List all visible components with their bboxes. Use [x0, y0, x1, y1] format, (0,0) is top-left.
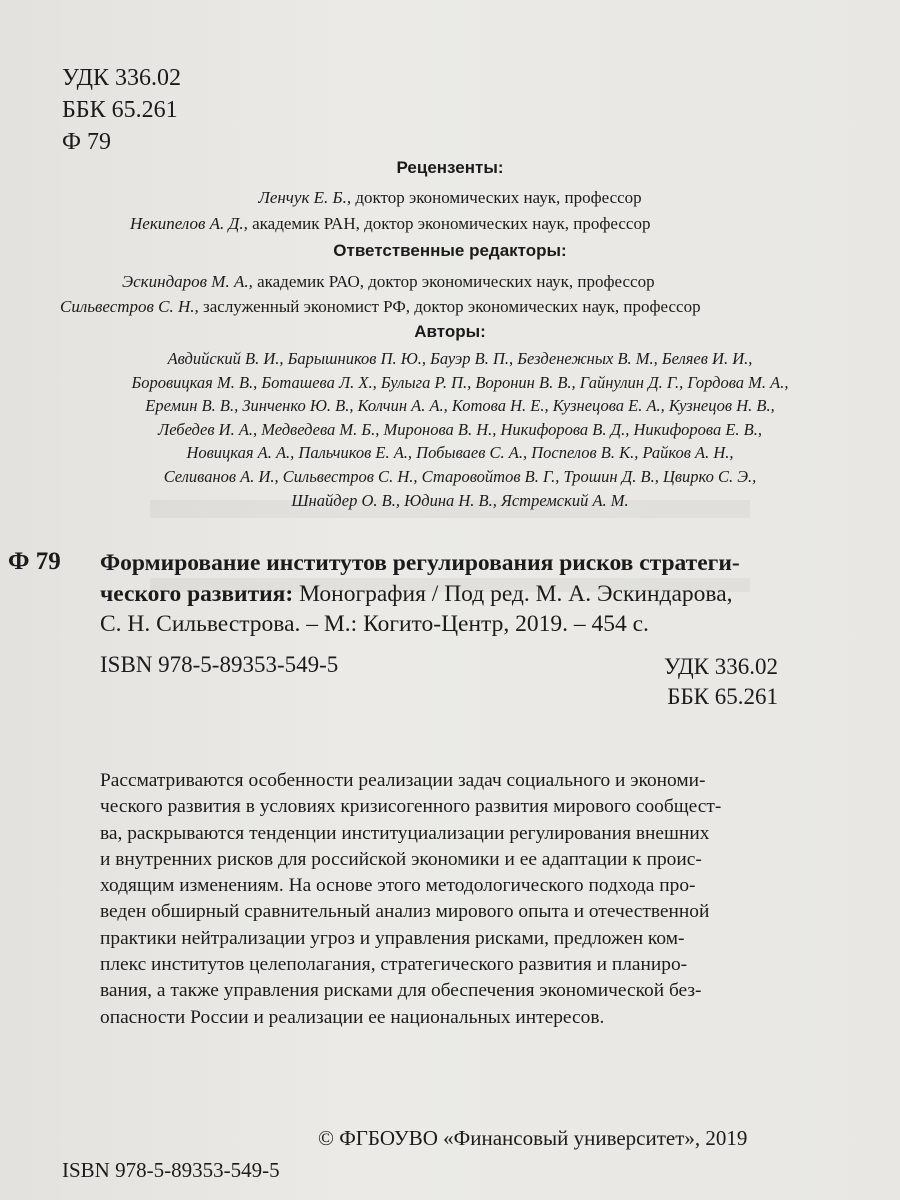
- abstract-line: опасности России и реализации ее национальных интересов.: [100, 1006, 605, 1028]
- editor-name: Эскиндаров М. А.,: [122, 272, 253, 291]
- abstract-line: практики нейтрализации угроз и управления рисками, предложен ком-: [100, 927, 685, 949]
- catalog-classification: [640, 652, 778, 712]
- reviewer-title: доктор экономических наук, профессор: [351, 188, 642, 207]
- reviewers-heading: Рецензенты:: [396, 158, 504, 177]
- abstract-line: ходящим изменениям. На основе этого методологического подхода про-: [100, 875, 696, 897]
- bbk-code: ББК 65.261: [62, 97, 178, 123]
- classification-top: [62, 62, 181, 158]
- authors-line: Шнайдер О. В., Юдина Н. В., Ястремский А. М.: [291, 490, 629, 510]
- authors-list: [60, 347, 860, 512]
- abstract-line: Рассматриваются особенности реализации задач социального и экономи-: [100, 770, 706, 791]
- editor-title: заслуженный экономист РФ, доктор экономических наук, профессор: [198, 297, 701, 316]
- reviewer-title: академик РАН, доктор экономических наук, профессор: [247, 214, 651, 233]
- abstract-line: вания, а также управления рисками для обеспечения экономической без-: [100, 980, 702, 1002]
- authors-line: Лебедев И. А., Медведева М. Б., Миронова В. Н., Никифорова В. Д., Никифорова Е. В.,: [158, 419, 762, 439]
- title-line-1: Формирование институтов регулирования рисков стратеги-: [100, 550, 740, 576]
- reviewer-name: Некипелов А. Д.,: [130, 214, 248, 233]
- abstract-line: ва, раскрываются тенденции институциализации регулирования внешних: [100, 822, 710, 844]
- abstract-line: и внутренних рисков для российской экономики и ее адаптации к проис-: [100, 848, 702, 870]
- editor-name: Сильвестров С. Н.,: [60, 297, 199, 316]
- abstract-line: веден обширный сравнительный анализ мирового опыта и отечественной: [100, 901, 710, 923]
- title-line-2-bold: ческого развития:: [100, 580, 294, 607]
- editor-2: [60, 294, 701, 320]
- authors-heading: Авторы:: [414, 322, 486, 341]
- copyright-notice: © ФГБОУВО «Финансовый университет», 2019: [318, 1126, 748, 1150]
- catalog-bbk: ББК 65.261: [667, 684, 778, 709]
- udk-code: УДК 336.02: [62, 65, 181, 91]
- authors-line: Боровицкая М. В., Боташева Л. Х., Булыга Р. П., Воронин В. В., Гайнулин Д. Г., Гордова М. А.,: [131, 372, 789, 392]
- reviewer-1: [0, 185, 900, 211]
- editors-heading: Ответственные редакторы:: [333, 241, 567, 260]
- authors-line: Новицкая А. А., Пальчиков Е. А., Побываев С. А., Поспелов В. К., Райков А. Н.,: [186, 443, 734, 463]
- abstract-line: ческого развития в условиях кризисогенного развития мирового сообщест-: [100, 796, 722, 818]
- catalog-mark: Ф 79: [8, 548, 61, 575]
- title-line-2-rest: Монография / Под ред. М. А. Эскиндарова,: [293, 580, 733, 607]
- catalog-udk: УДК 336.02: [664, 654, 778, 679]
- authors-line: Селиванов А. И., Сильвестров С. Н., Старовойтов В. Г., Трошин Д. В., Цвирко С. Э.,: [163, 466, 757, 486]
- abstract-line: плекс институтов целеполагания, стратегического развития и планиро-: [100, 954, 688, 976]
- author-mark: Ф 79: [62, 129, 111, 155]
- authors-line: Еремин В. В., Зинченко Ю. В., Колчин А. А., Котова Н. Е., Кузнецова Е. А., Кузнецов Н. В.,: [145, 396, 775, 416]
- catalog-title: [100, 548, 790, 640]
- reviewer-2: [130, 211, 650, 237]
- reviewer-name: Ленчук Е. Б.,: [258, 188, 352, 207]
- catalog-isbn: ISBN 978-5-89353-549-5: [100, 652, 339, 677]
- authors-line: Авдийский В. И., Барышников П. Ю., Бауэр В. П., Безденежных В. М., Беляев И. И.,: [167, 349, 753, 368]
- editor-title: академик РАО, доктор экономических наук, профессор: [252, 272, 655, 291]
- editor-1: [122, 269, 655, 295]
- abstract: [100, 768, 800, 1031]
- title-line-3: С. Н. Сильвестрова. – М.: Когито-Центр, 2019. – 454 с.: [100, 611, 649, 637]
- footer-isbn: ISBN 978-5-89353-549-5: [62, 1158, 280, 1182]
